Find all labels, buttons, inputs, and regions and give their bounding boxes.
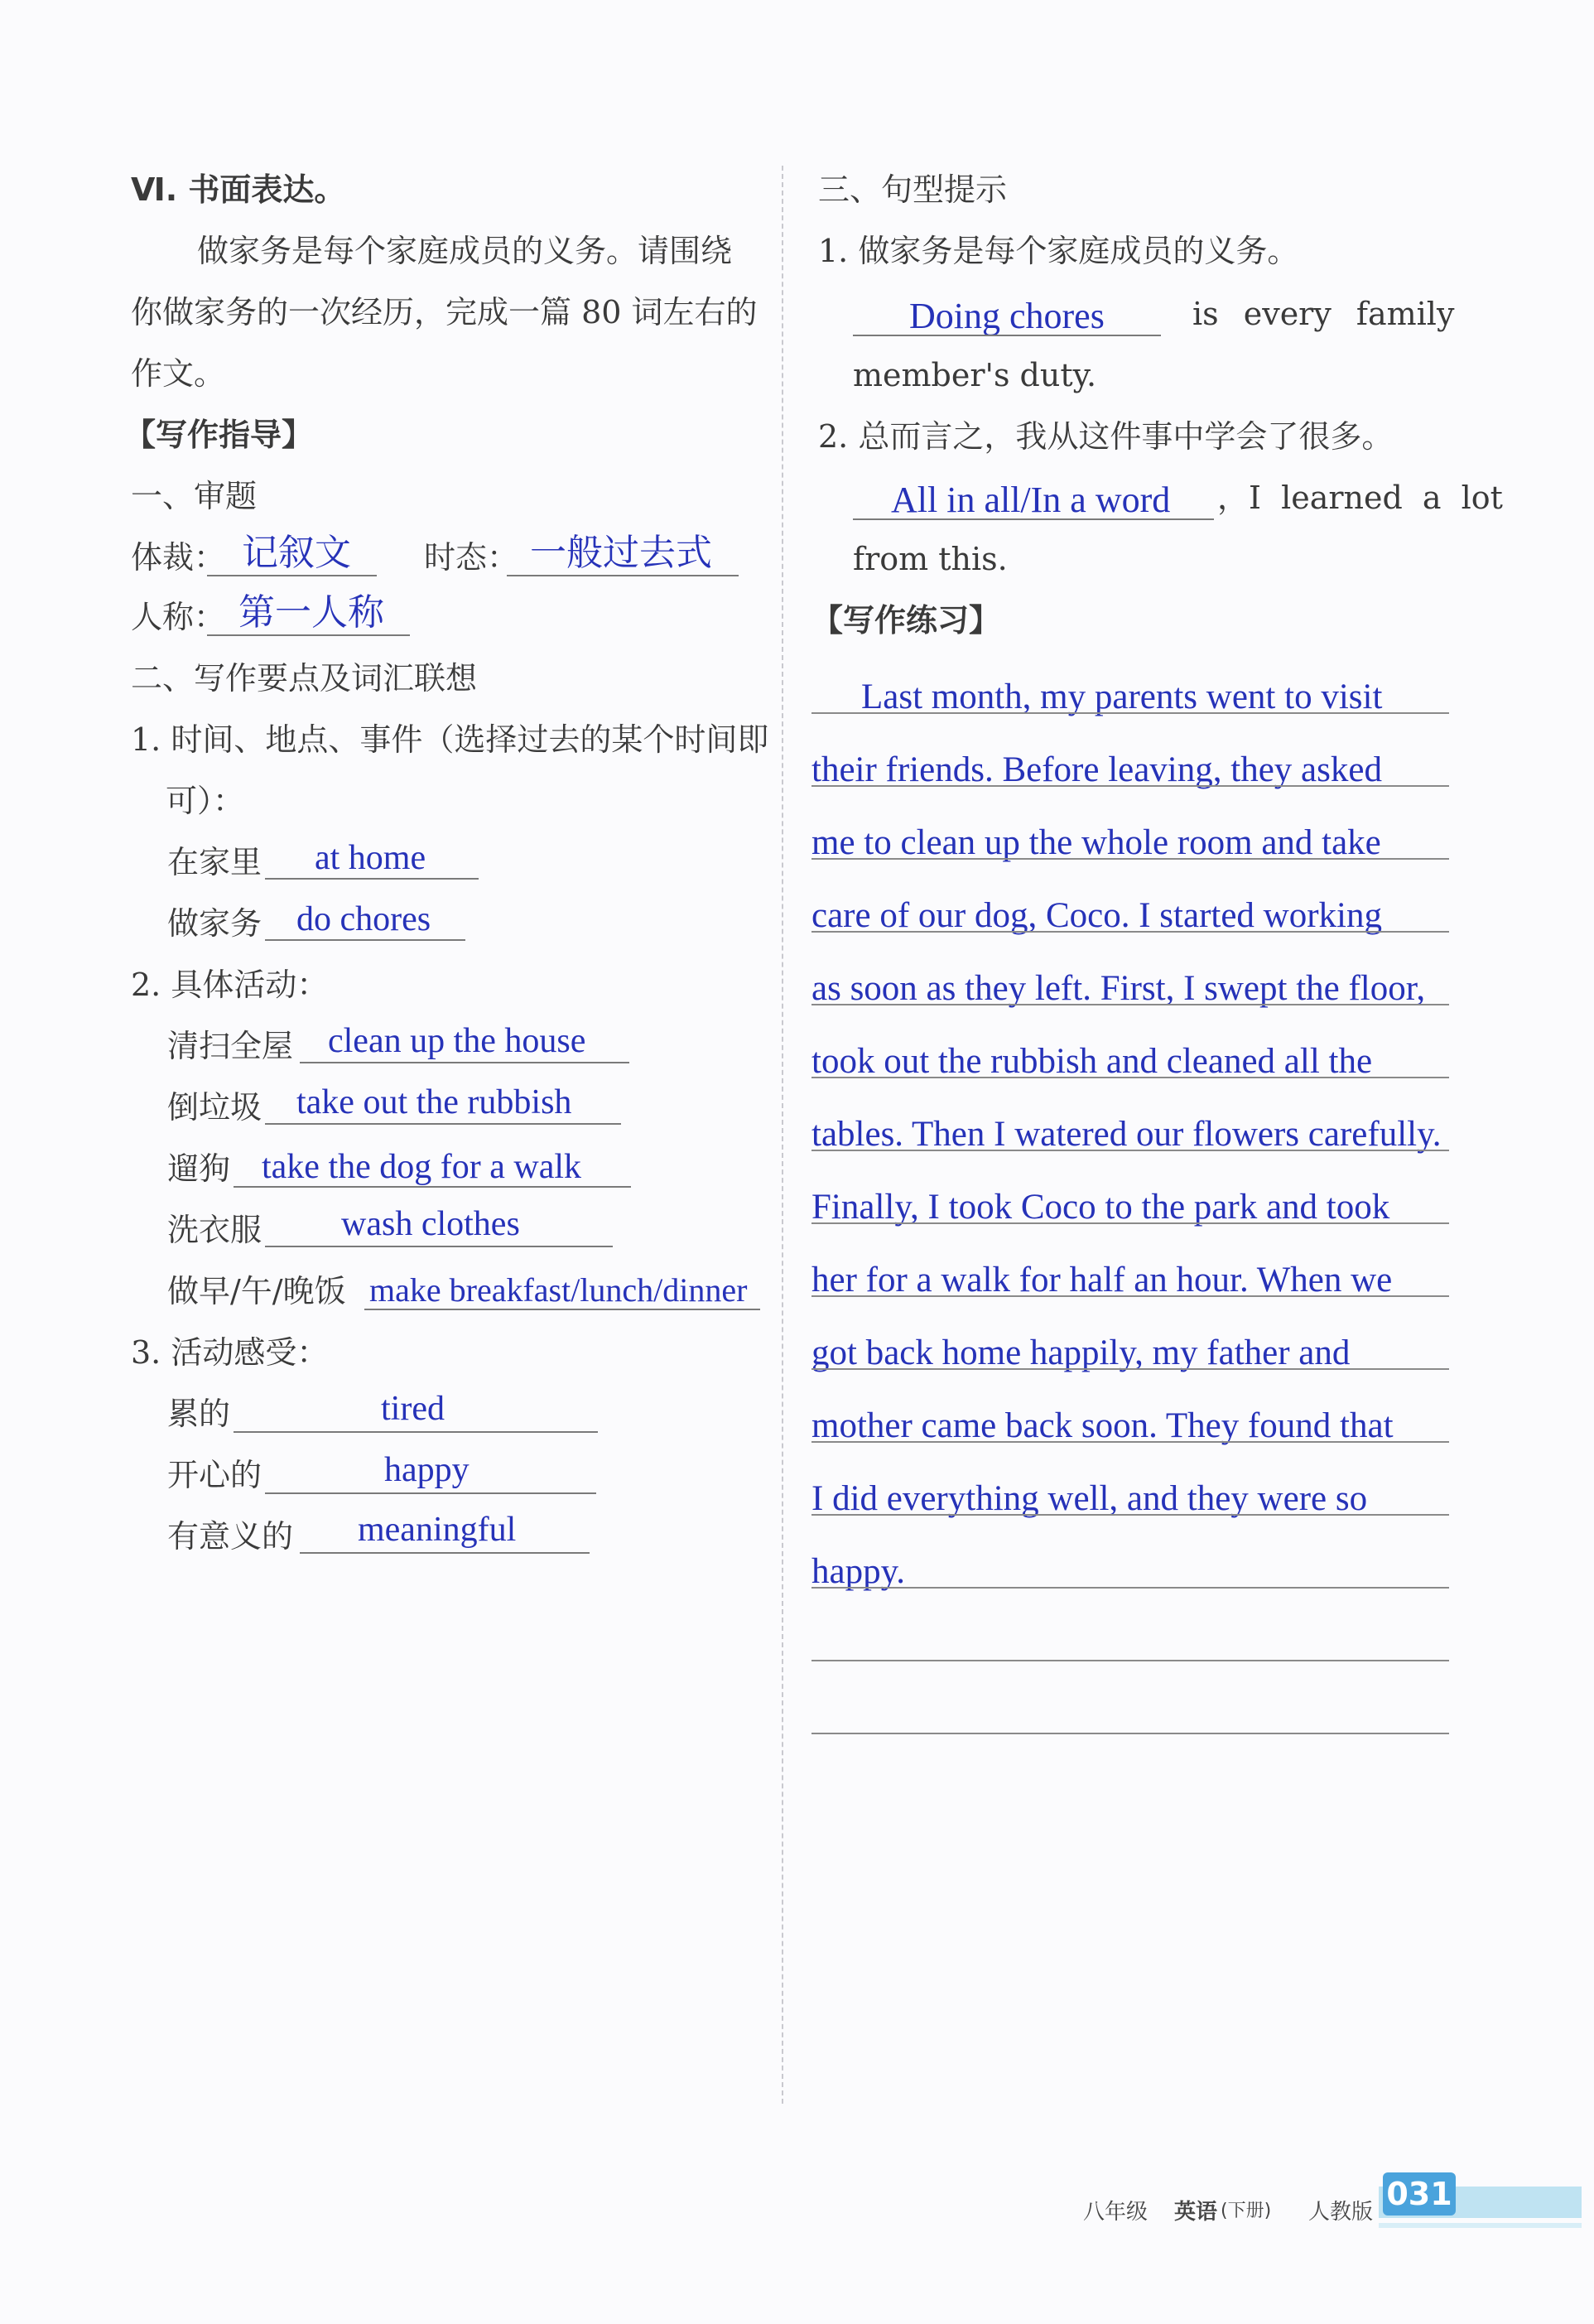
essay-rule [811,1150,1449,1151]
vocab-answer: at home [315,839,426,877]
essay-rule [811,1368,1449,1370]
point1-line-1: 1. 时间、地点、事件（选择过去的某个时间即 [131,721,769,758]
vocab-answer-line [300,1062,629,1063]
sentence2-rest: ，I learned a lot [1217,480,1503,516]
vocab-label: 做家务 [167,905,262,942]
tense-answer: 一般过去式 [530,533,712,573]
sentence1-prompt: 1. 做家务是每个家庭成员的义务。 [818,233,1299,269]
part1-heading: 一、审题 [131,478,258,514]
vocab-answer: meaningful [358,1511,517,1549]
vocab-answer: make breakfast/lunch/dinner [369,1271,748,1309]
vocab-answer-line [364,1309,760,1310]
essay-rule [811,712,1449,714]
essay-line: got back home happily, my father and [811,1333,1351,1372]
tense-answer-line [507,575,739,576]
footer-subject: 英语 [1174,2200,1218,2225]
practice-heading: 【写作练习】 [811,602,1001,639]
page-number: 031 [1383,2172,1456,2216]
essay-rule [811,1295,1449,1297]
essay-rule [811,931,1449,933]
essay-line: care of our dog, Coco. I started working [811,896,1382,935]
column-divider [782,166,783,2104]
intro-line-2: 你做家务的一次经历，完成一篇 80 词左右的 [131,294,758,330]
sentence1-answer-line [853,335,1161,336]
essay-rule [811,1660,1449,1661]
essay-rule [811,785,1449,787]
essay-line: tables. Then I watered our flowers carefully. [811,1115,1442,1154]
vocab-label: 开心的 [167,1457,262,1493]
vocab-label: 洗衣服 [167,1212,262,1248]
vocab-answer-line [265,1123,621,1125]
vocab-answer-line [234,1431,598,1433]
essay-line: Last month, my parents went to visit [861,677,1383,716]
vocab-answer-line [265,1246,613,1247]
footer-volume: (下册) [1221,2201,1272,2221]
part2-heading: 二、写作要点及词汇联想 [131,660,478,697]
vocab-answer: take the dog for a walk [262,1148,582,1186]
guide-heading: 【写作指导】 [124,417,314,453]
person-answer-line [207,634,410,636]
vocab-label: 遛狗 [167,1150,231,1187]
sentence2-answer-line [853,518,1214,520]
vocab-label: 有意义的 [167,1518,294,1555]
essay-rule [811,1004,1449,1005]
essay-line: Finally, I took Coco to the park and took [811,1188,1390,1227]
essay-rule [811,1441,1449,1443]
essay-line: me to clean up the whole room and take [811,823,1381,862]
section-title: Ⅵ. 书面表达。 [131,171,346,208]
vocab-answer: happy [384,1451,470,1489]
essay-rule [811,1077,1449,1078]
essay-line: as soon as they left. First, I swept the floor, [811,969,1426,1008]
vocab-label: 倒垃圾 [167,1089,262,1126]
sentence1-rest-2: member's duty. [853,357,1097,393]
footer-accent-stripe [1379,2223,1582,2228]
point2-heading: 2. 具体活动： [131,967,329,1003]
sentence2-rest-2: from this. [853,541,1008,577]
genre-label: 体裁： [131,539,226,576]
point1-line-2: 可）： [166,783,245,819]
intro-line-1: 做家务是每个家庭成员的义务。请围绕 [197,233,733,269]
essay-rule [811,1587,1449,1589]
sentence1-answer: Doing chores [909,296,1105,336]
vocab-answer: do chores [296,900,431,938]
vocab-answer: take out the rubbish [296,1083,572,1121]
vocab-answer: clean up the house [328,1022,586,1060]
person-label: 人称： [131,599,226,635]
sentence2-answer: All in all/In a word [891,480,1171,520]
vocab-answer-line [234,1186,631,1188]
vocab-answer-line [265,939,465,941]
intro-line-3: 作文。 [131,355,226,392]
footer-edition: 人教版 [1308,2200,1374,2225]
essay-line: mother came back soon. They found that [811,1406,1394,1445]
vocab-answer-line [265,878,479,880]
vocab-label: 做早/午/晚饭 [167,1273,346,1309]
vocab-answer-line [265,1492,596,1494]
genre-answer: 记叙文 [242,533,351,573]
person-answer: 第一人称 [238,592,384,633]
genre-answer-line [207,575,377,576]
vocab-label: 在家里 [167,844,262,880]
vocab-label: 累的 [167,1396,231,1432]
essay-line: their friends. Before leaving, they asked [811,750,1382,789]
essay-rule [811,858,1449,860]
essay-rule [811,1733,1449,1734]
sentence2-prompt: 2. 总而言之，我从这件事中学会了很多。 [818,418,1394,455]
essay-rule [811,1514,1449,1516]
essay-line: took out the rubbish and cleaned all the [811,1042,1373,1081]
footer-grade: 八年级 [1083,2200,1149,2225]
essay-line: happy. [811,1552,906,1591]
sentence1-rest: is every family [1192,296,1455,332]
vocab-answer: wash clothes [341,1205,520,1243]
vocab-answer-line [300,1552,590,1554]
essay-line: I did everything well, and they were so [811,1479,1368,1518]
point3-heading: 3. 活动感受： [131,1334,329,1371]
essay-line: her for a walk for half an hour. When we [811,1261,1393,1299]
part3-heading: 三、句型提示 [818,171,1008,208]
essay-rule [811,1222,1449,1224]
tense-label: 时态： [424,539,519,576]
vocab-label: 清扫全屋 [167,1028,294,1064]
vocab-answer: tired [381,1390,445,1428]
